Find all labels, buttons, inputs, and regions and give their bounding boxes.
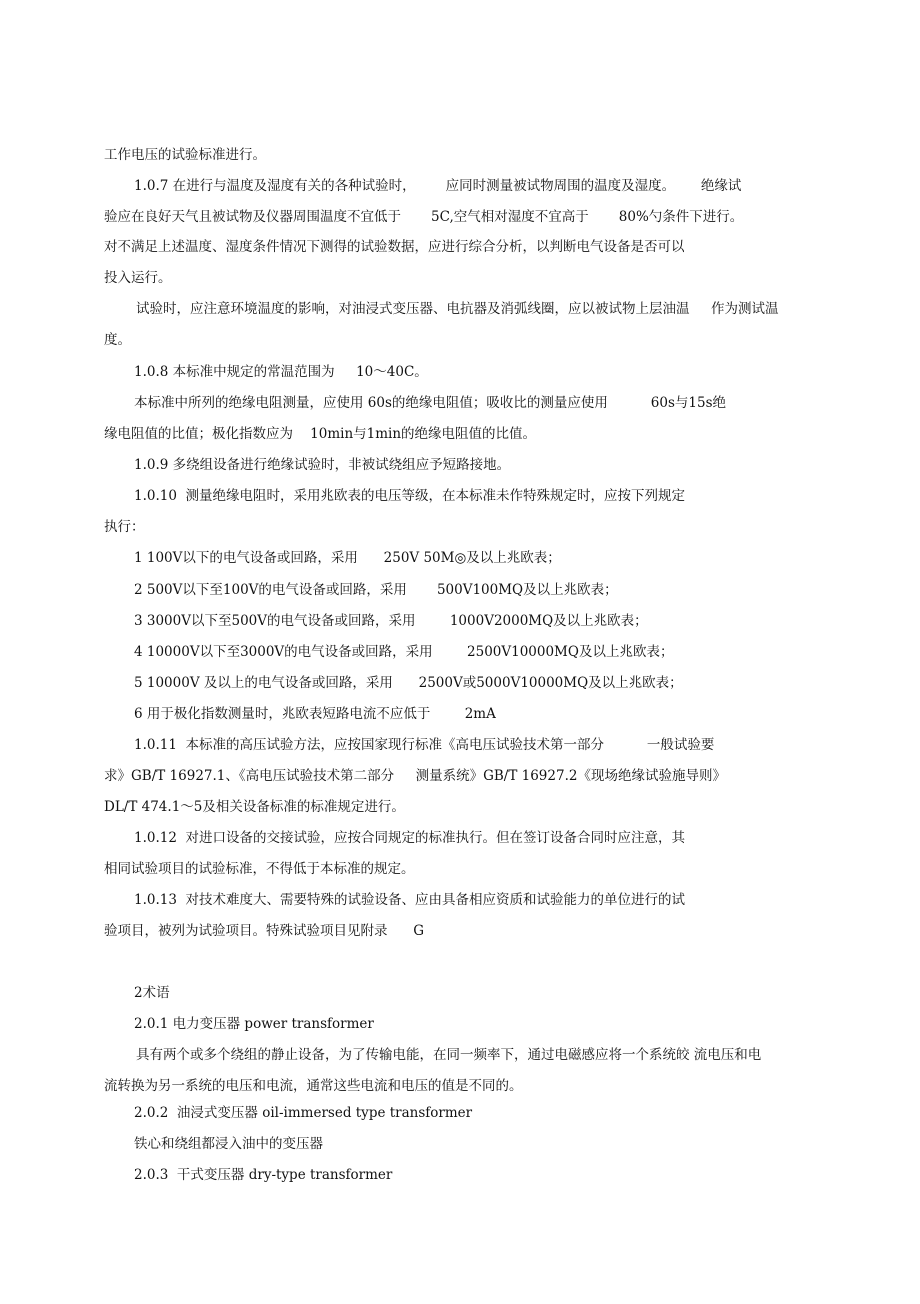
- text-line: 求》GB/T 16927.1、《高电压试验技术第二部分 测量系统》GB/T 16927.2《现场绝缘试验施导则》: [104, 768, 726, 784]
- text-line: 执行：: [104, 519, 145, 535]
- text-line: 投入运行。: [104, 270, 172, 286]
- text-line: 4 10000V以下至3000V的电气设备或回路，采用 2500V10000MQ及以上兆欧表；: [134, 644, 674, 660]
- text-line: 验应在良好天气且被试物及仪器周围温度不宜低于 5C,空气相对湿度不宜高于 80%勺条件下进行。: [104, 209, 744, 225]
- text-line: 流转换为另一系统的电压和电流，通常这些电流和电压的值是不同的。: [104, 1078, 523, 1094]
- text-line: DL/T 474.1～5及相关设备标准的标准规定进行。: [104, 799, 405, 815]
- text-line: 3 3000V以下至500V的电气设备或回路，采用 1000V2000MQ及以上兆欧表；: [134, 613, 648, 629]
- text-line: 工作电压的试验标准进行。: [104, 147, 266, 163]
- text-line: 度。: [104, 332, 131, 348]
- text-line: 2.0.2 油浸式变压器 oil-immersed type transformer: [134, 1105, 473, 1121]
- section-heading: 2术语: [134, 985, 170, 1001]
- text-line: 缘电阻值的比值；极化指数应为 10min与1min的绝缘电阻值的比值。: [104, 426, 537, 442]
- text-line: 1.0.10 测量绝缘电阻时，采用兆欧表的电压等级，在本标准未作特殊规定时，应按下列规定: [134, 488, 686, 504]
- text-line: 1.0.12 对进口设备的交接试验，应按合同规定的标准执行。但在签订设备合同时应注意，其: [134, 830, 686, 846]
- text-line: 5 10000V 及以上的电气设备或回路，采用 2500V或5000V10000MQ及以上兆欧表；: [134, 675, 683, 691]
- text-line: 1.0.13 对技术难度大、需要特殊的试验设备、应由具备相应资质和试验能力的单位进行的试: [134, 892, 686, 908]
- text-line: 验项目，被列为试验项目。特殊试验项目见附录 G: [104, 923, 425, 939]
- text-line: 1.0.9 多绕组设备进行绝缘试验时，非被试绕组应予短路接地。: [134, 457, 511, 473]
- text-line: 相同试验项目的试验标准，不得低于本标准的规定。: [104, 861, 415, 877]
- text-line: 1 100V以下的电气设备或回路，采用 250V 50M◎及以上兆欧表；: [134, 550, 561, 566]
- text-line: 1.0.11 本标准的高压试验方法，应按国家现行标准《高电压试验技术第一部分 一般试验要: [134, 737, 715, 753]
- text-line: 铁心和绕组都浸入油中的变压器: [134, 1136, 323, 1152]
- text-line: 本标准中所列的绝缘电阻测量，应使用 60s的绝缘电阻值；吸收比的测量应使用 60s与15s绝: [134, 395, 727, 411]
- text-line: 2.0.3 干式变压器 dry-type transformer: [134, 1167, 393, 1183]
- text-line: 对不满足上述温度、湿度条件情况下测得的试验数据，应进行综合分析，以判断电气设备是否可以: [104, 239, 685, 255]
- text-line: 2.0.1 电力变压器 power transformer: [134, 1016, 374, 1032]
- text-line: 具有两个或多个绕组的静止设备，为了传输电能，在同一频率下，通过电磁感应将一个系统皎 流电压和电: [136, 1047, 762, 1063]
- text-line: 6 用于极化指数测量时，兆欧表短路电流不应低于 2mA: [134, 706, 496, 722]
- text-line: 2 500V以下至100V的电气设备或回路，采用 500V100MQ及以上兆欧表；: [134, 582, 618, 598]
- text-line: 试验时，应注意环境温度的影响，对油浸式变压器、电抗器及消弧线圈，应以被试物上层油温 作为测试温: [136, 301, 779, 317]
- text-line: 1.0.8 本标准中规定的常温范围为 10～40C。: [134, 364, 428, 380]
- text-line: 1.0.7 在进行与温度及湿度有关的各种试验时， 应同时测量被试物周围的温度及湿度。 绝缘试: [134, 178, 742, 194]
